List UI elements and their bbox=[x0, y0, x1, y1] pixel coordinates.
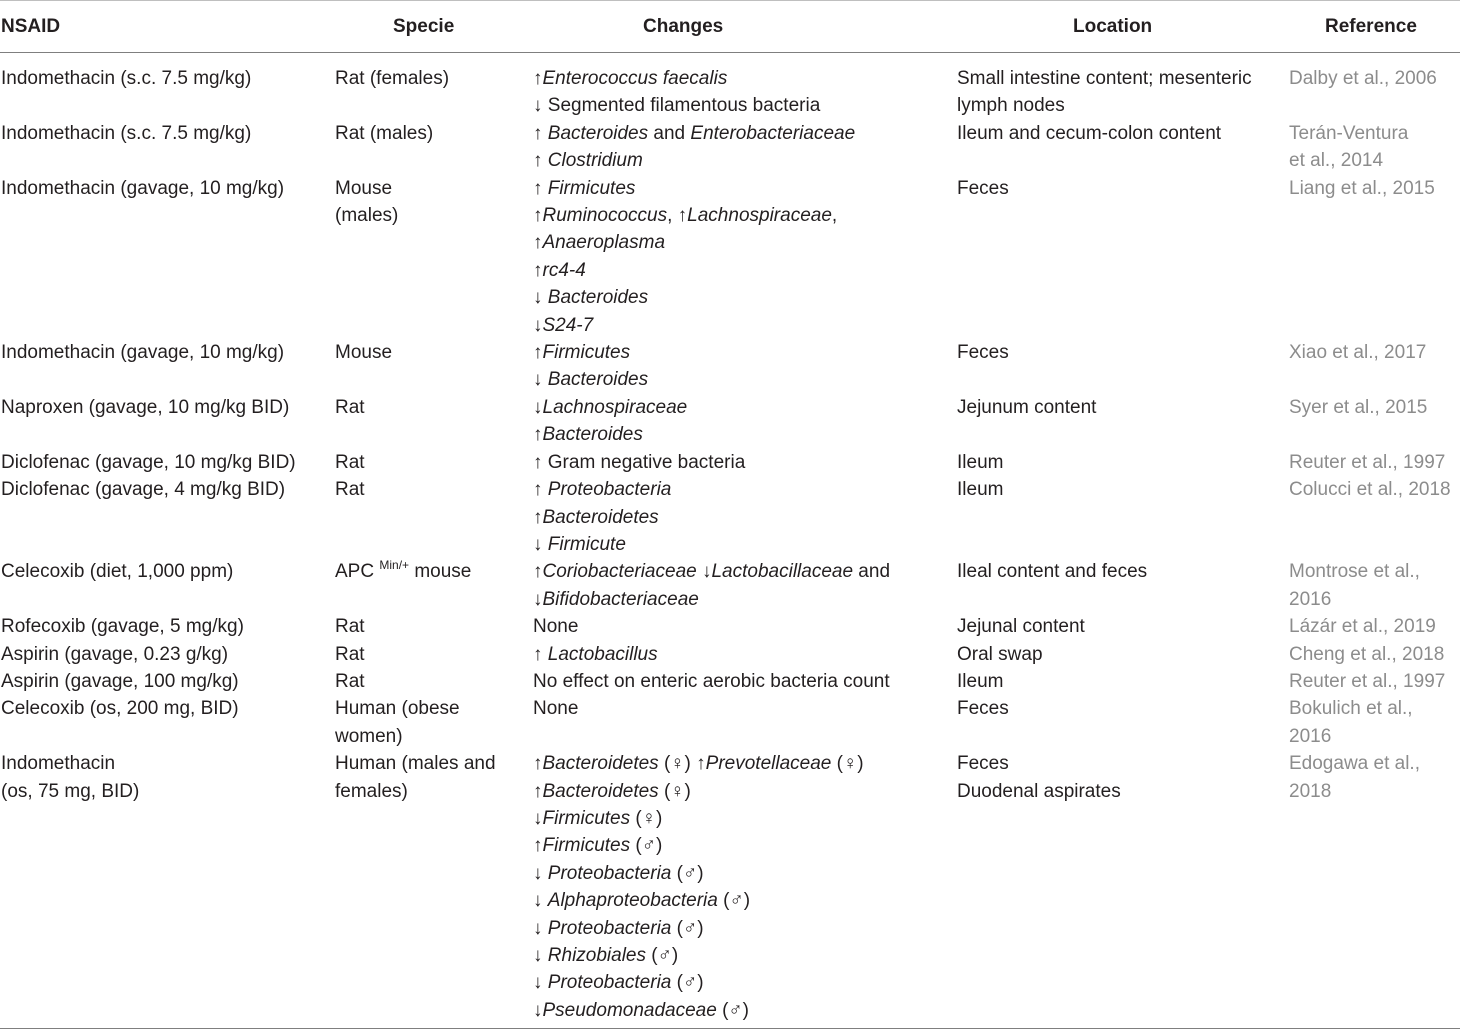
location-text: Feces bbox=[957, 177, 1009, 199]
table-row bbox=[0, 175, 1460, 339]
change-text: ↓ bbox=[533, 396, 543, 418]
taxon-name: Anaeroplasma bbox=[542, 232, 666, 254]
change-text: (♂) bbox=[717, 890, 751, 912]
change-text: None bbox=[533, 616, 579, 638]
change-line bbox=[533, 421, 957, 448]
nsaid-text: Naproxen (gavage, 10 mg/kg BID) bbox=[1, 396, 290, 418]
nsaid-text: Celecoxib (diet, 1,000 ppm) bbox=[1, 561, 234, 583]
location-text: Feces bbox=[957, 698, 1009, 720]
change-line bbox=[533, 887, 957, 914]
location-cell bbox=[957, 641, 1289, 668]
specie-cell bbox=[335, 339, 533, 394]
location-cell bbox=[957, 339, 1289, 394]
change-text: ↓ bbox=[533, 917, 548, 939]
change-line bbox=[533, 449, 957, 476]
taxon-name: Pseudomonadaceae bbox=[542, 999, 717, 1021]
location-cell bbox=[957, 558, 1289, 613]
table-body bbox=[0, 53, 1460, 1029]
reference-text: 2018 bbox=[1289, 780, 1332, 802]
reference-cell bbox=[1289, 175, 1460, 339]
table-row bbox=[0, 449, 1460, 476]
change-line bbox=[533, 394, 957, 421]
change-line bbox=[533, 641, 957, 668]
changes-cell bbox=[533, 449, 957, 476]
specie-text: Rat bbox=[335, 670, 365, 692]
reference-text: Syer et al., 2015 bbox=[1289, 396, 1428, 418]
change-text: ↓ Segmented filamentous bacteria bbox=[533, 95, 821, 117]
nsaid-cell bbox=[0, 750, 335, 1029]
location-text: Duodenal aspirates bbox=[957, 780, 1121, 802]
taxon-name: rc4-4 bbox=[542, 259, 586, 281]
location-text: Ileum bbox=[957, 451, 1004, 473]
change-text: ↑ bbox=[533, 506, 543, 528]
taxon-name: Bacteroidetes bbox=[542, 506, 659, 528]
change-text: (♂) bbox=[671, 972, 704, 994]
taxon-name: Bacteroides bbox=[547, 369, 649, 391]
reference-text: Cheng et al., 2018 bbox=[1289, 643, 1445, 665]
change-text: No effect on enteric aerobic bacteria count bbox=[533, 670, 890, 692]
change-text: (♀) bbox=[658, 780, 691, 802]
reference-text: Bokulich et al., bbox=[1289, 698, 1413, 720]
change-text: ↑ bbox=[533, 479, 548, 501]
header-location: Location bbox=[957, 1, 1289, 53]
genotype-superscript: Min/+ bbox=[379, 558, 410, 573]
taxon-name: Lachnospiraceae bbox=[687, 205, 832, 227]
nsaid-cell bbox=[0, 175, 335, 339]
reference-cell bbox=[1289, 449, 1460, 476]
location-text: Oral swap bbox=[957, 643, 1043, 665]
change-text: ↓ bbox=[533, 945, 548, 966]
change-line bbox=[533, 531, 957, 558]
change-line bbox=[533, 312, 957, 339]
reference-cell bbox=[1289, 339, 1460, 394]
change-text: ↓ bbox=[533, 999, 543, 1021]
specie-text: women) bbox=[335, 725, 403, 747]
change-text: ↑ bbox=[533, 561, 543, 583]
taxon-name: Enterococcus faecalis bbox=[542, 68, 728, 89]
change-text: ↑ bbox=[533, 424, 543, 446]
nsaid-text: Indomethacin (gavage, 10 mg/kg) bbox=[1, 177, 285, 199]
nsaid-text: Rofecoxib (gavage, 5 mg/kg) bbox=[1, 616, 244, 638]
taxon-name: Coriobacteriaceae bbox=[542, 561, 697, 583]
location-text: Feces bbox=[957, 753, 1009, 775]
reference-cell bbox=[1289, 613, 1460, 640]
specie-text: Mouse bbox=[335, 342, 393, 364]
table-row bbox=[0, 120, 1460, 175]
change-text: ↓ bbox=[533, 314, 543, 336]
reference-text: Xiao et al., 2017 bbox=[1289, 342, 1427, 364]
taxon-name: Alphaproteobacteria bbox=[547, 890, 718, 912]
reference-cell bbox=[1289, 750, 1460, 1029]
change-text: and bbox=[648, 122, 691, 144]
change-line bbox=[533, 778, 957, 805]
location-cell bbox=[957, 120, 1289, 175]
reference-cell bbox=[1289, 53, 1460, 120]
reference-cell bbox=[1289, 476, 1460, 558]
taxon-name: Proteobacteria bbox=[547, 917, 672, 939]
taxon-name: Firmicutes bbox=[542, 835, 631, 857]
location-text: Ileal content and feces bbox=[957, 561, 1148, 583]
specie-text: Human (males and bbox=[335, 753, 496, 775]
specie-text: Rat bbox=[335, 643, 365, 665]
specie-cell bbox=[335, 175, 533, 339]
taxon-name: Bacteroides bbox=[547, 287, 649, 309]
change-line bbox=[533, 997, 957, 1024]
change-text: None bbox=[533, 698, 579, 720]
change-text: ↑ bbox=[533, 780, 543, 802]
taxon-name: Lachnospiraceae bbox=[542, 396, 688, 418]
changes-cell bbox=[533, 750, 957, 1029]
location-cell bbox=[957, 449, 1289, 476]
change-line bbox=[533, 586, 957, 613]
change-text: ↓ bbox=[533, 588, 543, 610]
reference-cell bbox=[1289, 558, 1460, 613]
changes-cell bbox=[533, 394, 957, 449]
nsaid-cell bbox=[0, 695, 335, 750]
reference-text: Dalby et al., 2006 bbox=[1289, 68, 1437, 89]
change-text: (♀) bbox=[831, 753, 864, 775]
change-text: ↑ bbox=[533, 122, 548, 144]
change-line bbox=[533, 860, 957, 887]
nsaid-cell bbox=[0, 394, 335, 449]
change-line bbox=[533, 366, 957, 393]
specie-text: Human (obese bbox=[335, 698, 460, 720]
nsaid-cell bbox=[0, 668, 335, 695]
location-cell bbox=[957, 394, 1289, 449]
taxon-name: Proteobacteria bbox=[547, 479, 672, 501]
change-line bbox=[533, 969, 957, 996]
location-cell bbox=[957, 175, 1289, 339]
location-text: Ileum bbox=[957, 479, 1004, 501]
location-cell bbox=[957, 695, 1289, 750]
changes-cell bbox=[533, 120, 957, 175]
nsaid-cell bbox=[0, 641, 335, 668]
changes-cell bbox=[533, 641, 957, 668]
nsaid-text: Indomethacin bbox=[1, 753, 116, 775]
taxon-name: Proteobacteria bbox=[547, 862, 672, 884]
taxon-name: Lactobacillus bbox=[547, 643, 658, 665]
specie-text: Mouse bbox=[335, 177, 393, 199]
reference-cell bbox=[1289, 394, 1460, 449]
taxon-name: Bacteroidetes bbox=[542, 780, 659, 802]
changes-cell bbox=[533, 668, 957, 695]
reference-text: Lázár et al., 2019 bbox=[1289, 616, 1436, 638]
header-reference: Reference bbox=[1289, 1, 1460, 53]
location-text: Jejunal content bbox=[957, 616, 1085, 638]
nsaid-cell bbox=[0, 476, 335, 558]
change-text: ↑ bbox=[533, 835, 543, 857]
table-row bbox=[0, 695, 1460, 750]
specie-text: Rat bbox=[335, 616, 365, 638]
reference-text: Montrose et al., bbox=[1289, 561, 1420, 583]
reference-text: et al., 2014 bbox=[1289, 150, 1384, 172]
specie-text: Rat bbox=[335, 396, 365, 418]
reference-cell bbox=[1289, 668, 1460, 695]
specie-cell bbox=[335, 558, 533, 613]
table-row bbox=[0, 476, 1460, 558]
taxon-name: S24-7 bbox=[542, 314, 594, 336]
taxon-name: Firmicute bbox=[547, 533, 626, 555]
location-text: lymph nodes bbox=[957, 95, 1065, 117]
change-line bbox=[533, 832, 957, 859]
change-text: (♂) bbox=[716, 999, 749, 1021]
location-cell bbox=[957, 750, 1289, 1029]
change-line bbox=[533, 147, 957, 174]
change-line bbox=[533, 668, 957, 695]
change-line bbox=[533, 92, 957, 119]
nsaid-text: Celecoxib (os, 200 mg, BID) bbox=[1, 698, 239, 720]
change-line bbox=[533, 750, 957, 777]
taxon-name: Firmicutes bbox=[547, 177, 636, 199]
changes-cell bbox=[533, 175, 957, 339]
nsaid-text: Diclofenac (gavage, 4 mg/kg BID) bbox=[1, 479, 286, 501]
table-row bbox=[0, 750, 1460, 1029]
nsaid-text: Aspirin (gavage, 0.23 g/kg) bbox=[1, 643, 229, 665]
location-text: Small intestine content; mesenteric bbox=[957, 68, 1252, 89]
change-text: ↑ bbox=[533, 232, 543, 254]
specie-cell bbox=[335, 695, 533, 750]
nsaid-cell bbox=[0, 613, 335, 640]
reference-text: 2016 bbox=[1289, 588, 1332, 610]
change-text: ↑ bbox=[533, 177, 548, 199]
changes-cell bbox=[533, 695, 957, 750]
specie-cell bbox=[335, 641, 533, 668]
specie-cell bbox=[335, 750, 533, 1029]
taxon-name: Bacteroides bbox=[542, 424, 643, 446]
table-row bbox=[0, 394, 1460, 449]
change-line bbox=[533, 175, 957, 202]
change-line bbox=[533, 120, 957, 147]
taxon-name: Rhizobiales bbox=[547, 945, 647, 966]
header-changes: Changes bbox=[533, 1, 957, 53]
specie-text: Rat bbox=[335, 479, 365, 501]
change-text: ↓ bbox=[533, 369, 548, 391]
taxon-name: Firmicutes bbox=[542, 807, 631, 829]
change-text: ↓ bbox=[533, 807, 543, 829]
nsaid-text: Indomethacin (s.c. 7.5 mg/kg) bbox=[1, 122, 252, 144]
location-cell bbox=[957, 53, 1289, 120]
change-text: ↓ bbox=[533, 533, 548, 555]
changes-cell bbox=[533, 53, 957, 120]
specie-text: (males) bbox=[335, 205, 399, 227]
change-line bbox=[533, 695, 957, 722]
reference-text: Liang et al., 2015 bbox=[1289, 177, 1435, 199]
taxon-name: Bifidobacteriaceae bbox=[542, 588, 699, 610]
table-row bbox=[0, 641, 1460, 668]
specie-cell bbox=[335, 120, 533, 175]
nsaid-text: Indomethacin (gavage, 10 mg/kg) bbox=[1, 342, 285, 364]
change-text: (♀) bbox=[630, 807, 663, 829]
specie-text: Rat bbox=[335, 451, 365, 473]
taxon-name: Proteobacteria bbox=[547, 972, 672, 994]
changes-cell bbox=[533, 558, 957, 613]
specie-cell bbox=[335, 449, 533, 476]
reference-cell bbox=[1289, 695, 1460, 750]
taxon-name: ↑Ruminococcus bbox=[533, 205, 668, 227]
specie-suffix: mouse bbox=[409, 561, 472, 583]
nsaid-text: Diclofenac (gavage, 10 mg/kg BID) bbox=[1, 451, 296, 473]
specie-cell bbox=[335, 53, 533, 120]
change-line bbox=[533, 257, 957, 284]
reference-text: Reuter et al., 1997 bbox=[1289, 670, 1446, 692]
header-nsaid: NSAID bbox=[0, 1, 335, 53]
change-text: ↑ bbox=[533, 259, 543, 281]
change-text: ↓ bbox=[533, 287, 548, 309]
table-row bbox=[0, 53, 1460, 120]
nsaid-cell bbox=[0, 120, 335, 175]
table-row bbox=[0, 558, 1460, 613]
table-header bbox=[0, 1, 1460, 53]
change-text: ↓ bbox=[696, 561, 712, 583]
change-text: ↓ bbox=[533, 890, 548, 912]
nsaid-cell bbox=[0, 449, 335, 476]
taxon-name: Clostridium bbox=[547, 150, 643, 172]
taxon-name: Enterobacteriaceae bbox=[690, 122, 856, 144]
specie-prefix: APC bbox=[335, 561, 380, 583]
change-line bbox=[533, 229, 957, 256]
nsaid-text: Aspirin (gavage, 100 mg/kg) bbox=[1, 670, 239, 692]
change-line bbox=[533, 339, 957, 366]
reference-text: Reuter et al., 1997 bbox=[1289, 451, 1446, 473]
reference-text: Terán-Ventura bbox=[1289, 122, 1409, 144]
specie-cell bbox=[335, 394, 533, 449]
header-row bbox=[0, 1, 1460, 53]
taxon-name: Firmicutes bbox=[542, 342, 631, 364]
reference-cell bbox=[1289, 120, 1460, 175]
table-row bbox=[0, 613, 1460, 640]
taxon-name: Bacteroidetes bbox=[542, 753, 659, 775]
specie-text: females) bbox=[335, 780, 408, 802]
specie-cell bbox=[335, 476, 533, 558]
changes-cell bbox=[533, 339, 957, 394]
change-text: ↑ bbox=[533, 342, 543, 364]
change-text: , ↑ bbox=[667, 205, 688, 227]
location-text: Ileum bbox=[957, 670, 1004, 692]
change-line bbox=[533, 915, 957, 942]
specie-text: Rat (males) bbox=[335, 122, 434, 144]
change-text: ↑ bbox=[533, 643, 548, 665]
taxon-name: Lactobacillaceae bbox=[711, 561, 854, 583]
change-text: (♂) bbox=[646, 945, 679, 966]
nsaid-cell bbox=[0, 558, 335, 613]
change-line bbox=[533, 805, 957, 832]
changes-cell bbox=[533, 476, 957, 558]
change-text: ↓ bbox=[533, 862, 548, 884]
change-text: and bbox=[853, 561, 891, 583]
change-line bbox=[533, 476, 957, 503]
specie-text bbox=[335, 558, 533, 585]
header-specie: Specie bbox=[335, 1, 533, 53]
change-text: ↑ bbox=[533, 753, 543, 775]
change-text: (♂) bbox=[671, 862, 704, 884]
nsaid-text: Indomethacin (s.c. 7.5 mg/kg) bbox=[1, 68, 252, 89]
location-cell bbox=[957, 476, 1289, 558]
table-row bbox=[0, 668, 1460, 695]
reference-text: 2016 bbox=[1289, 725, 1332, 747]
change-text: ↑ Gram negative bacteria bbox=[533, 451, 746, 473]
change-text: (♂) bbox=[630, 835, 663, 857]
nsaid-cell bbox=[0, 339, 335, 394]
location-text: Jejunum content bbox=[957, 396, 1097, 418]
change-line bbox=[533, 65, 957, 92]
reference-cell bbox=[1289, 641, 1460, 668]
nsaid-cell bbox=[0, 53, 335, 120]
change-text: ↑ bbox=[533, 68, 543, 89]
change-line bbox=[533, 504, 957, 531]
change-text: ↓ bbox=[533, 972, 548, 994]
location-text: Feces bbox=[957, 342, 1009, 364]
change-text: , bbox=[831, 205, 838, 227]
location-cell bbox=[957, 668, 1289, 695]
location-text: Ileum and cecum-colon content bbox=[957, 122, 1222, 144]
change-line bbox=[533, 613, 957, 640]
location-cell bbox=[957, 613, 1289, 640]
change-line bbox=[533, 284, 957, 311]
change-text: (♂) bbox=[671, 917, 704, 939]
change-line bbox=[533, 202, 957, 229]
specie-cell bbox=[335, 668, 533, 695]
change-text: (♀) ↑ bbox=[658, 753, 706, 775]
specie-text: Rat (females) bbox=[335, 68, 450, 89]
reference-text: Colucci et al., 2018 bbox=[1289, 479, 1451, 501]
reference-text: Edogawa et al., bbox=[1289, 753, 1420, 775]
table-row bbox=[0, 339, 1460, 394]
nsaid-text: (os, 75 mg, BID) bbox=[1, 780, 140, 802]
change-text: ↑ bbox=[533, 150, 548, 172]
specie-cell bbox=[335, 613, 533, 640]
change-line bbox=[533, 942, 957, 969]
changes-cell bbox=[533, 613, 957, 640]
taxon-name: Bacteroides bbox=[547, 122, 649, 144]
taxon-name: Prevotellaceae bbox=[705, 753, 832, 775]
change-line bbox=[533, 558, 957, 585]
